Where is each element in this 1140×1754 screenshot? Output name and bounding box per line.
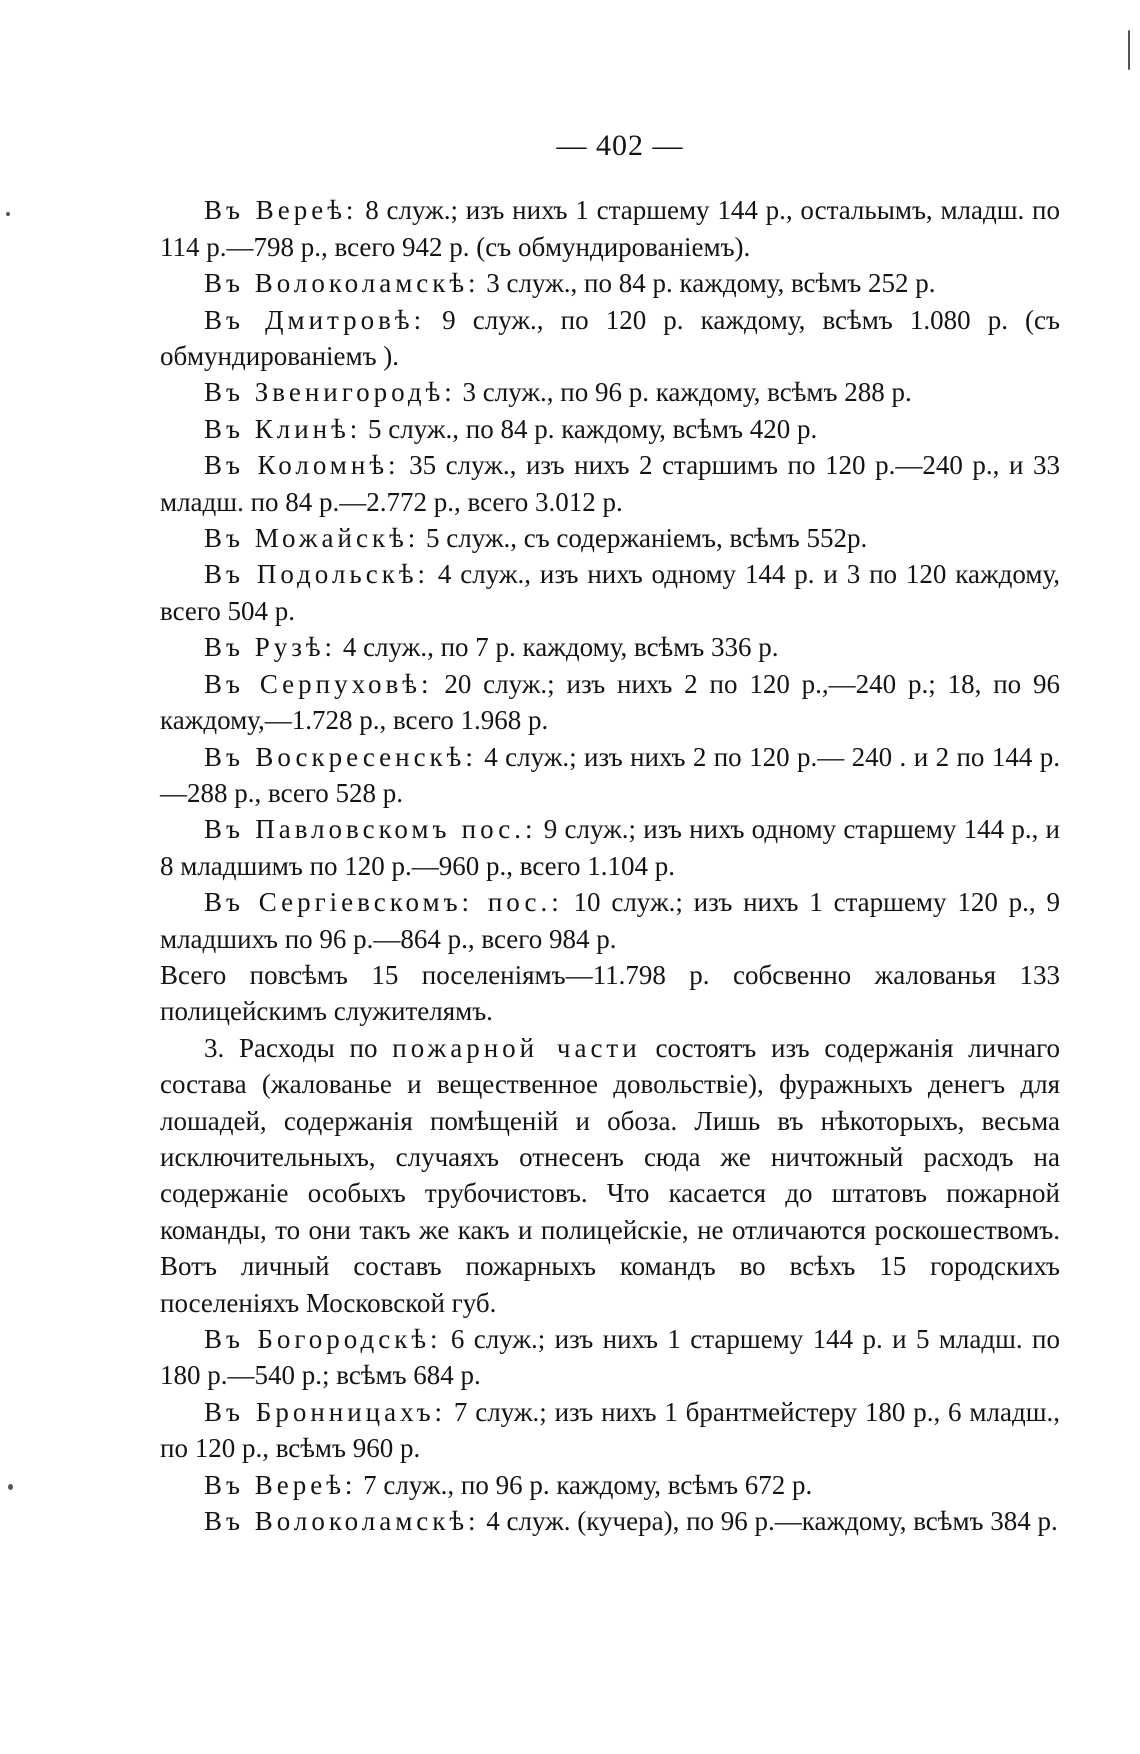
paragraph-text: 4 служ.; изъ нихъ 2 по 120 р.— 240 . и 2 по 144 р.—288 р., всего 528 р. <box>160 741 1060 808</box>
document-page <box>160 128 1060 1539</box>
scan-speck <box>6 212 10 216</box>
paragraph-text: 9 служ.; изъ нихъ одному старшему 144 р., и 8 младшимъ по 120 р.—960 р., всего 1.104 р. <box>160 814 1061 881</box>
paragraph-text: 10 служ.; изъ нихъ 1 старшему 120 р., 9 младшихъ по 96 р.—864 р., всего 984 р. <box>160 887 1060 954</box>
paragraph-bronnitsy-fire <box>160 1394 1060 1467</box>
place-name: Въ Волоколамскѣ: <box>204 268 480 299</box>
place-name: Въ Сергіевскомъ: пос.: <box>204 887 563 918</box>
paragraph-text: 8 служ.; изъ нихъ 1 старшему 144 р., остальымъ, младш. по 114 р.—798 р., всего 942 р. (съ обмундированіемъ). <box>160 195 1060 262</box>
paragraph-volokolamsk-fire <box>160 1503 1060 1539</box>
paragraph-text: 35 служ., изъ нихъ 2 старшимъ по 120 р.—240 р., и 33 младш. по 84 р.—2.772 р., всего 3.012 р. <box>160 450 1060 517</box>
section-3-text: состоятъ изъ содержанія личнаго состава (жалованье и вещественное довольствіе), фуражныхъ денегъ для лошадей, содержанія помѣщеній и обоза. Лишь въ нѣкоторыхъ, весьма исключительныхъ, случаяхъ отнесенъ сюда же ничтожный расходъ на содержаніе особыхъ трубочистовъ. Что касается до штатовъ пожарной команды, то они такъ же какъ и полицейскіе, не отличаются роскошествомъ. Вотъ личный составъ пожарныхъ командъ во всѣхъ 15 городскихъ поселеніяхъ Московской губ. <box>160 1032 1060 1318</box>
place-name: Въ Бронницахъ: <box>204 1396 447 1427</box>
paragraph-text: 20 служ.; изъ нихъ 2 по 120 р.,—240 р.; 18, по 96 каждому,—1.728 р., всего 1.968 р. <box>160 668 1061 736</box>
paragraph-text: 6 служ.; изъ нихъ 1 старшему 144 р. и 5 младш. по 180 р.—540 р.; всѣмъ 684 р. <box>160 1324 1060 1391</box>
paragraph-mozhaisk-police <box>160 520 1060 556</box>
paragraph-volokolamsk-police <box>160 265 1060 301</box>
place-name: Въ Волоколамскѣ: <box>204 1506 480 1537</box>
place-name: Въ Вереѣ: <box>204 1469 357 1500</box>
paragraph-zvenigorod-police <box>160 374 1060 410</box>
place-name: Въ Дмитровѣ: <box>204 304 426 335</box>
place-name: Въ Коломнѣ: <box>204 450 400 481</box>
paragraph-vereya-police <box>160 192 1060 265</box>
paragraph-text: 7 служ., по 96 р. каждому, всѣмъ 672 р. <box>356 1469 813 1500</box>
place-name: Въ Звенигородѣ: <box>204 377 456 408</box>
paragraph-serpukhov-police <box>160 666 1060 739</box>
scan-speck <box>8 1484 13 1490</box>
place-name: Въ Воскресенскѣ: <box>204 741 477 772</box>
place-name: Въ Павловскомъ пос.: <box>204 814 537 845</box>
paragraph-text: 4 служ., по 7 р. каждому, всѣмъ 336 р. <box>336 632 779 663</box>
paragraph-voskresensk-police <box>160 739 1060 812</box>
page-number: — 402 — <box>556 129 684 162</box>
place-name: Въ Вереѣ: <box>204 195 358 226</box>
paragraph-kolomna-police <box>160 447 1060 520</box>
section-3-heading: пожарной части <box>392 1032 641 1063</box>
paragraph-text: 9 служ., по 120 р. каждому, всѣмъ 1.080 р. (съ обмундированіемъ ). <box>160 304 1060 372</box>
paragraph-text: 5 служ., съ содержаніемъ, всѣмъ 552р. <box>419 523 868 554</box>
paragraph-podolsk-police <box>160 556 1060 629</box>
paragraph-sergievsky-police <box>160 884 1060 957</box>
total-line: Всего повсѣмъ 15 поселеніямъ—11.798 р. собсвенно жалованья 133 полицейскимъ служителямъ. <box>160 959 1060 1027</box>
paragraph-bogorodsk-fire <box>160 1321 1060 1394</box>
paragraph-text: 5 служ., по 84 р. каждому, всѣмъ 420 р. <box>361 413 818 444</box>
place-name: Въ Подольскѣ: <box>204 559 429 590</box>
section-3-lead: 3. Расходы по <box>204 1032 393 1063</box>
section-3-paragraph <box>160 1030 1060 1321</box>
place-name: Въ Клинѣ: <box>204 413 362 444</box>
paragraph-text: 3 служ., по 84 р. каждому, всѣмъ 252 р. <box>479 268 936 299</box>
paragraph-ruza-police <box>160 629 1060 665</box>
paragraph-text: 4 служ., изъ нихъ одному 144 р. и 3 по 120 каждому, всего 504 р. <box>160 559 1060 626</box>
place-name: Въ Серпуховѣ: <box>204 668 433 699</box>
paragraph-dmitrov-police <box>160 302 1060 375</box>
scan-speck <box>1128 30 1130 70</box>
place-name: Въ Можайскѣ: <box>204 523 420 554</box>
paragraph-vereya-fire <box>160 1467 1060 1503</box>
paragraph-text: 7 служ.; изъ нихъ 1 брантмейстеру 180 р., 6 младш., по 120 р., всѣмъ 960 р. <box>160 1396 1060 1464</box>
paragraph-klin-police <box>160 411 1060 447</box>
place-name: Въ Рузѣ: <box>204 632 337 663</box>
paragraph-pavlovsky-police <box>160 811 1060 884</box>
paragraph-text: 3 служ., по 96 р. каждому, всѣмъ 288 р. <box>455 377 912 408</box>
paragraph-text: 4 служ. (кучера), по 96 р.—каждому, всѣмъ 384 р. <box>479 1506 1058 1537</box>
place-name: Въ Богородскѣ: <box>204 1324 442 1354</box>
